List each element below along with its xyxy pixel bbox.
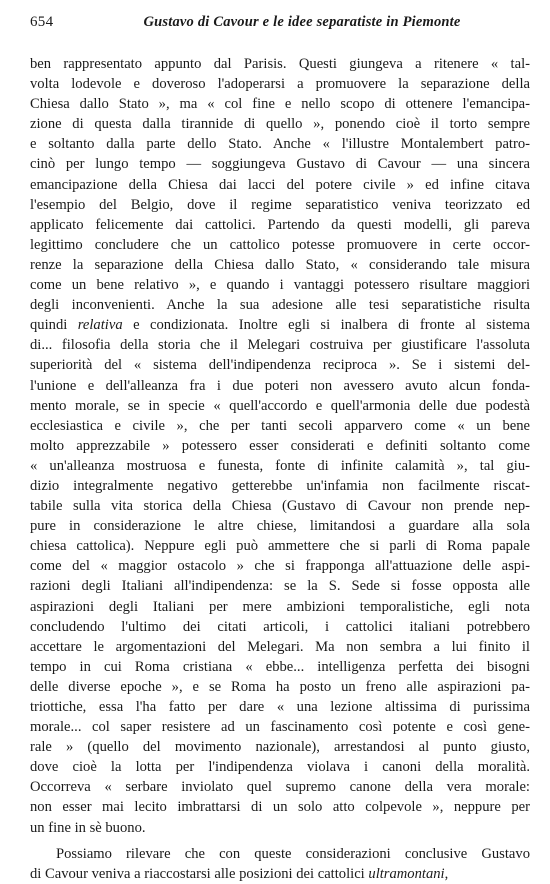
text-line: tempo in cui Roma cristiana « ebbe... intelligenza perfetta dei bisogni — [30, 658, 530, 675]
text-line: dizio integralmente negativo getterebbe un'infamia non facilmente riscat- — [30, 477, 530, 494]
paragraph-2 — [30, 844, 530, 884]
text-line: come un bene relativo », e quando i vantaggi potessero risultare maggiori — [30, 277, 530, 294]
text-line: chiesa cattolica). Neppure egli può ammettere che si parli di Roma papale — [30, 538, 530, 555]
text-line: « un'alleanza mostruosa e funesta, fonte di infinite calamità », tal giu- — [30, 457, 530, 474]
text-line: molto apprezzabile » potessero esser considerati e definiti soltanto come — [30, 437, 530, 454]
text-line: emancipazione della Chiesa dai lacci del potere civile » ed infine citava — [30, 176, 530, 193]
text-line: Possiamo rilevare che con queste considerazioni conclusive Gustavo — [56, 845, 530, 862]
text-line: di... filosofia della storia che il Melegari costruiva per giustificare l'assoluta — [30, 337, 530, 354]
text-line: delle diverse epoche », e se Roma ha posto un freno alle aspirazioni pa- — [30, 678, 530, 695]
text-line: ben rappresentato appunto dal Parisis. Questi giungeva a ritenere « tal- — [30, 56, 530, 72]
text-line: pure in considerazione le altre chiese, limitandosi a guardare alla sola — [30, 518, 530, 535]
text-line: cinò per lungo tempo — soggiungeva Gustavo di Cavour — una sincera — [30, 156, 530, 173]
text-line: quindi relativa e condizionata. Inoltre egli si inalbera di fronte al sistema — [30, 317, 530, 334]
text-line: l'unione e dell'alleanza fra i due poteri non avessero avuto alcun fonda- — [30, 377, 530, 394]
running-head — [30, 14, 530, 36]
text-line: un fine in sè buono. — [30, 819, 146, 836]
text-line: renze la separazione della Chiesa dallo Stato, « considerando tale misura — [30, 256, 530, 273]
text-line: ecclesiastica e civile », che per tanti secoli apparvero come « un bene — [30, 417, 530, 434]
text-line: di Cavour veniva a riaccostarsi alle posizioni dei cattolici ultramontani, — [30, 865, 449, 882]
paragraph-1 — [30, 54, 530, 838]
text-line: come del « maggior ostacolo » che si frapponga all'attuazione delle aspi- — [30, 558, 530, 575]
text-line: legittimo concludere che un cattolico potesse promuovere in certe occor- — [30, 236, 530, 253]
text-line: dove cioè la lotta per l'indipendenza violava i canoni della moralità. — [30, 759, 530, 776]
running-title: Gustavo di Cavour e le idee separatiste in Piemonte — [143, 14, 461, 30]
page-number: 654 — [30, 14, 54, 30]
book-page — [30, 14, 530, 884]
text-line: triottiche, essa l'ha fatto per dare « una lezione altissima di purissima — [30, 699, 530, 715]
text-line: tabile sulla vita storica della Chiesa (Gustavo di Cavour non prende nep- — [30, 498, 530, 515]
text-line: e soltanto dalla parte dello Stato. Anche « l'illustre Montalembert patro- — [30, 136, 530, 153]
text-line: concludendo l'ultimo dei citati articoli, i cattolici italiani potrebbero — [30, 618, 530, 635]
text-line: aspirazioni degli Italiani per mere ambizioni temporalistiche, egli nota — [30, 598, 530, 615]
text-line: Chiesa dallo Stato », ma « col fine e nello scopo di ottenere l'emancipa- — [30, 96, 530, 113]
text-line: mento morale, se in specie « quell'accordo e quell'armonia delle due podestà — [30, 397, 530, 414]
emphasis: ultramontani — [368, 865, 445, 882]
text-line: l'esempio del Belgio, dove il regime separatistico veniva teorizzato ed — [30, 196, 530, 213]
text-line: morale... col saper resistere ad un fascinamento così potente e così gene- — [30, 719, 530, 736]
text-line: razioni degli Italiani all'indipendenza: se la S. Sede si fosse opposta alle — [30, 578, 530, 595]
text-line: volta lodevole e doveroso l'adoperarsi a promuovere la separazione della — [30, 76, 530, 93]
text-line: applicato felicemente dai cattolici. Partendo da questi modelli, gli pareva — [30, 216, 530, 233]
text-line: Occorreva « serbare inviolato quel supremo canone della vera morale: — [30, 779, 530, 796]
text-line: degli inconvenienti. Anche la sua adesione alle tesi separatistiche risulta — [30, 297, 530, 314]
text-line: accettare le argomentazioni del Melegari. Ma non sembra a lui finito il — [30, 638, 530, 655]
text-line: non esser mai lecito imbrattarsi di un solo atto colpevole », neppure per — [30, 799, 530, 816]
text-line: rale » (quello del movimento nazionale), arrestandosi al punto giusto, — [30, 739, 530, 756]
emphasis: relativa — [77, 317, 123, 334]
text-line: superiorità del « sistema dell'indipendenza reciproca ». Se i sistemi del- — [30, 357, 530, 374]
text-line: zione di questa dalla tirannide di quello », ponendo cioè il torto sempre — [30, 116, 530, 133]
